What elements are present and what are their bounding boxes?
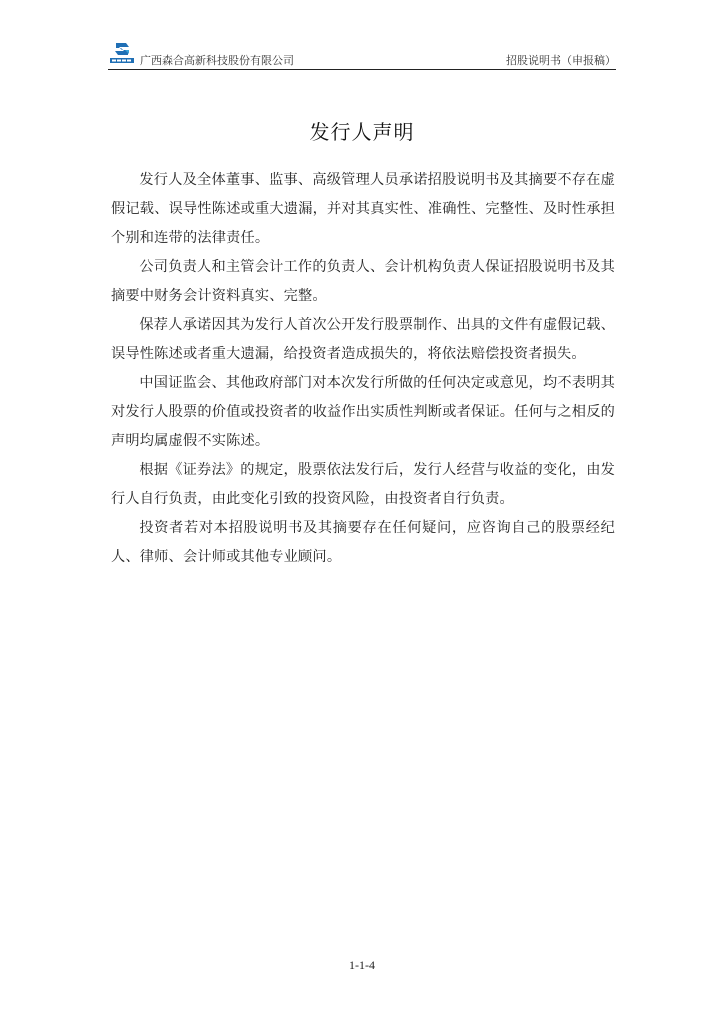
statement-body (111, 166, 615, 572)
page-number: 1-1-4 (349, 958, 375, 972)
company-name: 广西森合高新科技股份有限公司 (140, 54, 294, 67)
page-header (110, 40, 616, 70)
header-divider (108, 69, 616, 70)
page-title: 发行人声明 (309, 120, 415, 144)
paragraph: 公司负责人和主管会计工作的负责人、会计机构负责人保证招股说明书及其摘要中财务会计资料真实、完整。 (111, 259, 615, 304)
paragraph: 发行人及全体董事、监事、高级管理人员承诺招股说明书及其摘要不存在虚假记载、误导性陈述或重大遗漏，并对其真实性、准确性、完整性、及时性承担个别和连带的法律责任。 (111, 172, 615, 246)
paragraph: 中国证监会、其他政府部门对本次发行所做的任何决定或意见，均不表明其对发行人股票的价值或投资者的收益作出实质性判断或者保证。任何与之相反的声明均属虚假不实陈述。 (111, 375, 615, 449)
paragraph: 根据《证券法》的规定，股票依法发行后，发行人经营与收益的变化，由发行人自行负责，由此变化引致的投资风险，由投资者自行负责。 (111, 462, 615, 507)
company-logo (110, 40, 134, 66)
paragraph: 保荐人承诺因其为发行人首次公开发行股票制作、出具的文件有虚假记载、误导性陈述或者重大遗漏，给投资者造成损失的，将依法赔偿投资者损失。 (111, 317, 615, 362)
paragraph: 投资者若对本招股说明书及其摘要存在任何疑问，应咨询自己的股票经纪人、律师、会计师或其他专业顾问。 (111, 520, 615, 565)
document-type: 招股说明书（申报稿） (506, 54, 616, 67)
